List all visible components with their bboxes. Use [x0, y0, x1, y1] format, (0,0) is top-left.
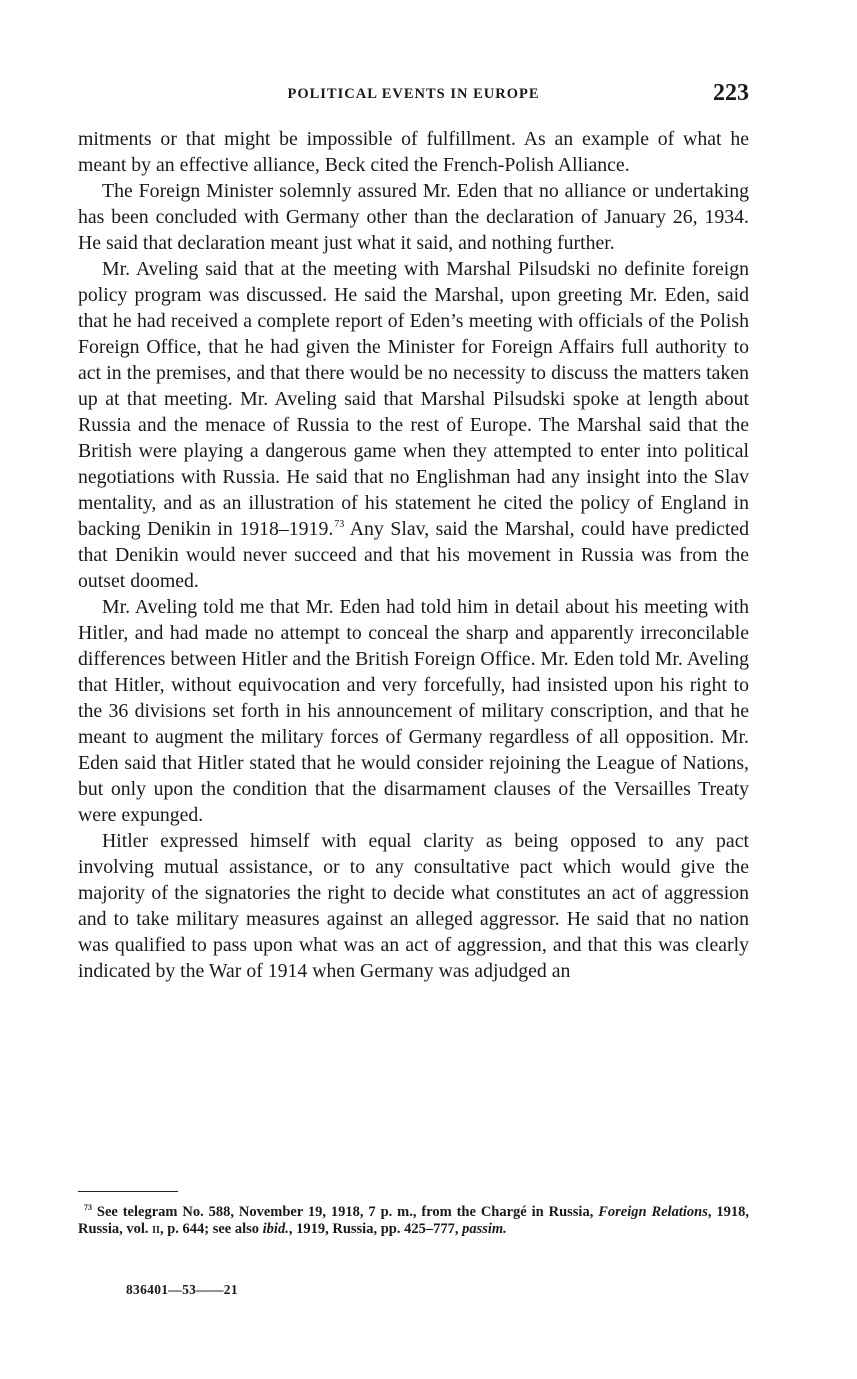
print-code: 836401—53——21 [126, 1282, 238, 1297]
paragraph-4: Mr. Aveling told me that Mr. Eden had told him in detail about his meeting with Hitler, and had made no attempt to conceal the sharp and apparently irreconcilable differences between Hitler and the British Foreign Office. Mr. Eden told Mr. Aveling that Hitler, without equivocation and very forcefully, had insisted upon his right to the 36 divisions set forth in his announcement of military conscription, and that he meant to augment the military forces of Germany regardless of all opposition. Mr. Eden said that Hitler stated that he would consider rejoining the League of Nations, but only upon the condition that the disarmament clauses of the Versailles Treaty were expunged. [78, 596, 749, 826]
paragraph-5: Hitler expressed himself with equal clarity as being opposed to any pact involving mutual assistance, or to any consultative pact which would give the majority of the signatories the right to decide what constitutes an act of aggression and to take military measures against an alleged aggressor. He said that no nation was qualified to pass upon what was an act of aggression, and that this was clearly indicated by the War of 1914 when Germany was adjudged an [78, 830, 749, 982]
footnote [78, 1204, 749, 1238]
body-text [78, 126, 749, 984]
running-title: POLITICAL EVENTS IN EUROPE [287, 86, 540, 102]
footnote-text-4: , 1919, Russia, pp. 425–777, [288, 1221, 459, 1237]
paragraph-3 [78, 256, 749, 594]
paragraph-2: The Foreign Minister solemnly assured Mr. Eden that no alliance or undertaking has been concluded with Germany other than the declaration of January 26, 1934. He said that declaration meant just what it said, and nothing further. [78, 180, 749, 254]
footnote-text-1: See telegram No. 588, November 19, 1918, 7 p. m., from the Chargé in Russia, [96, 1204, 594, 1220]
footnote-text-3: , p. 644; see also [159, 1221, 260, 1237]
footnote-italic-1: Foreign Relations [598, 1204, 708, 1220]
footnote-italic-3: passim. [462, 1221, 507, 1237]
page-number: 223 [713, 80, 749, 106]
footnote-rule [78, 1191, 178, 1192]
paragraph-1: mitments or that might be impossible of fulfillment. As an example of what he meant by an effective alliance, Beck cited the French-Polish Alliance. [78, 128, 749, 176]
footnote-volume: ii [152, 1221, 160, 1237]
footnote-number: 73 [84, 1203, 92, 1212]
footnote-italic-2: ibid. [262, 1221, 289, 1237]
footnote-text-2: , 1918, Russia, vol. [78, 1204, 749, 1237]
footnote-reference: 73 [334, 519, 345, 530]
paragraph-3-text: Mr. Aveling said that at the meeting with Marshal Pilsudski no definite foreign policy program was discussed. He said the Marshal, upon greeting Mr. Eden, said that he had received a complete report of Eden’s meeting with officials of the Polish Foreign Office, that he had given the Minister for Foreign Affairs full authority to act in the premises, and that there would be no necessity to discuss the matters taken up at that meeting. Mr. Aveling said that Marshal Pilsudski spoke at length about Russia and the menace of Russia to the rest of Europe. The Marshal said that the British were playing a dangerous game when they attempted to enter into political negotiations with Russia. He said that no Englishman had any insight into the Slav mentality, and as an illustration of his statement he cited the policy of England in backing Denikin in 1918–1919. [78, 258, 749, 540]
document-page [78, 0, 749, 1379]
running-head [78, 80, 749, 110]
paragraph-3-text-continued: Any Slav, said the Marshal, could have predicted that Denikin would never succeed and that his movement in Russia was from the outset doomed. [78, 518, 750, 592]
